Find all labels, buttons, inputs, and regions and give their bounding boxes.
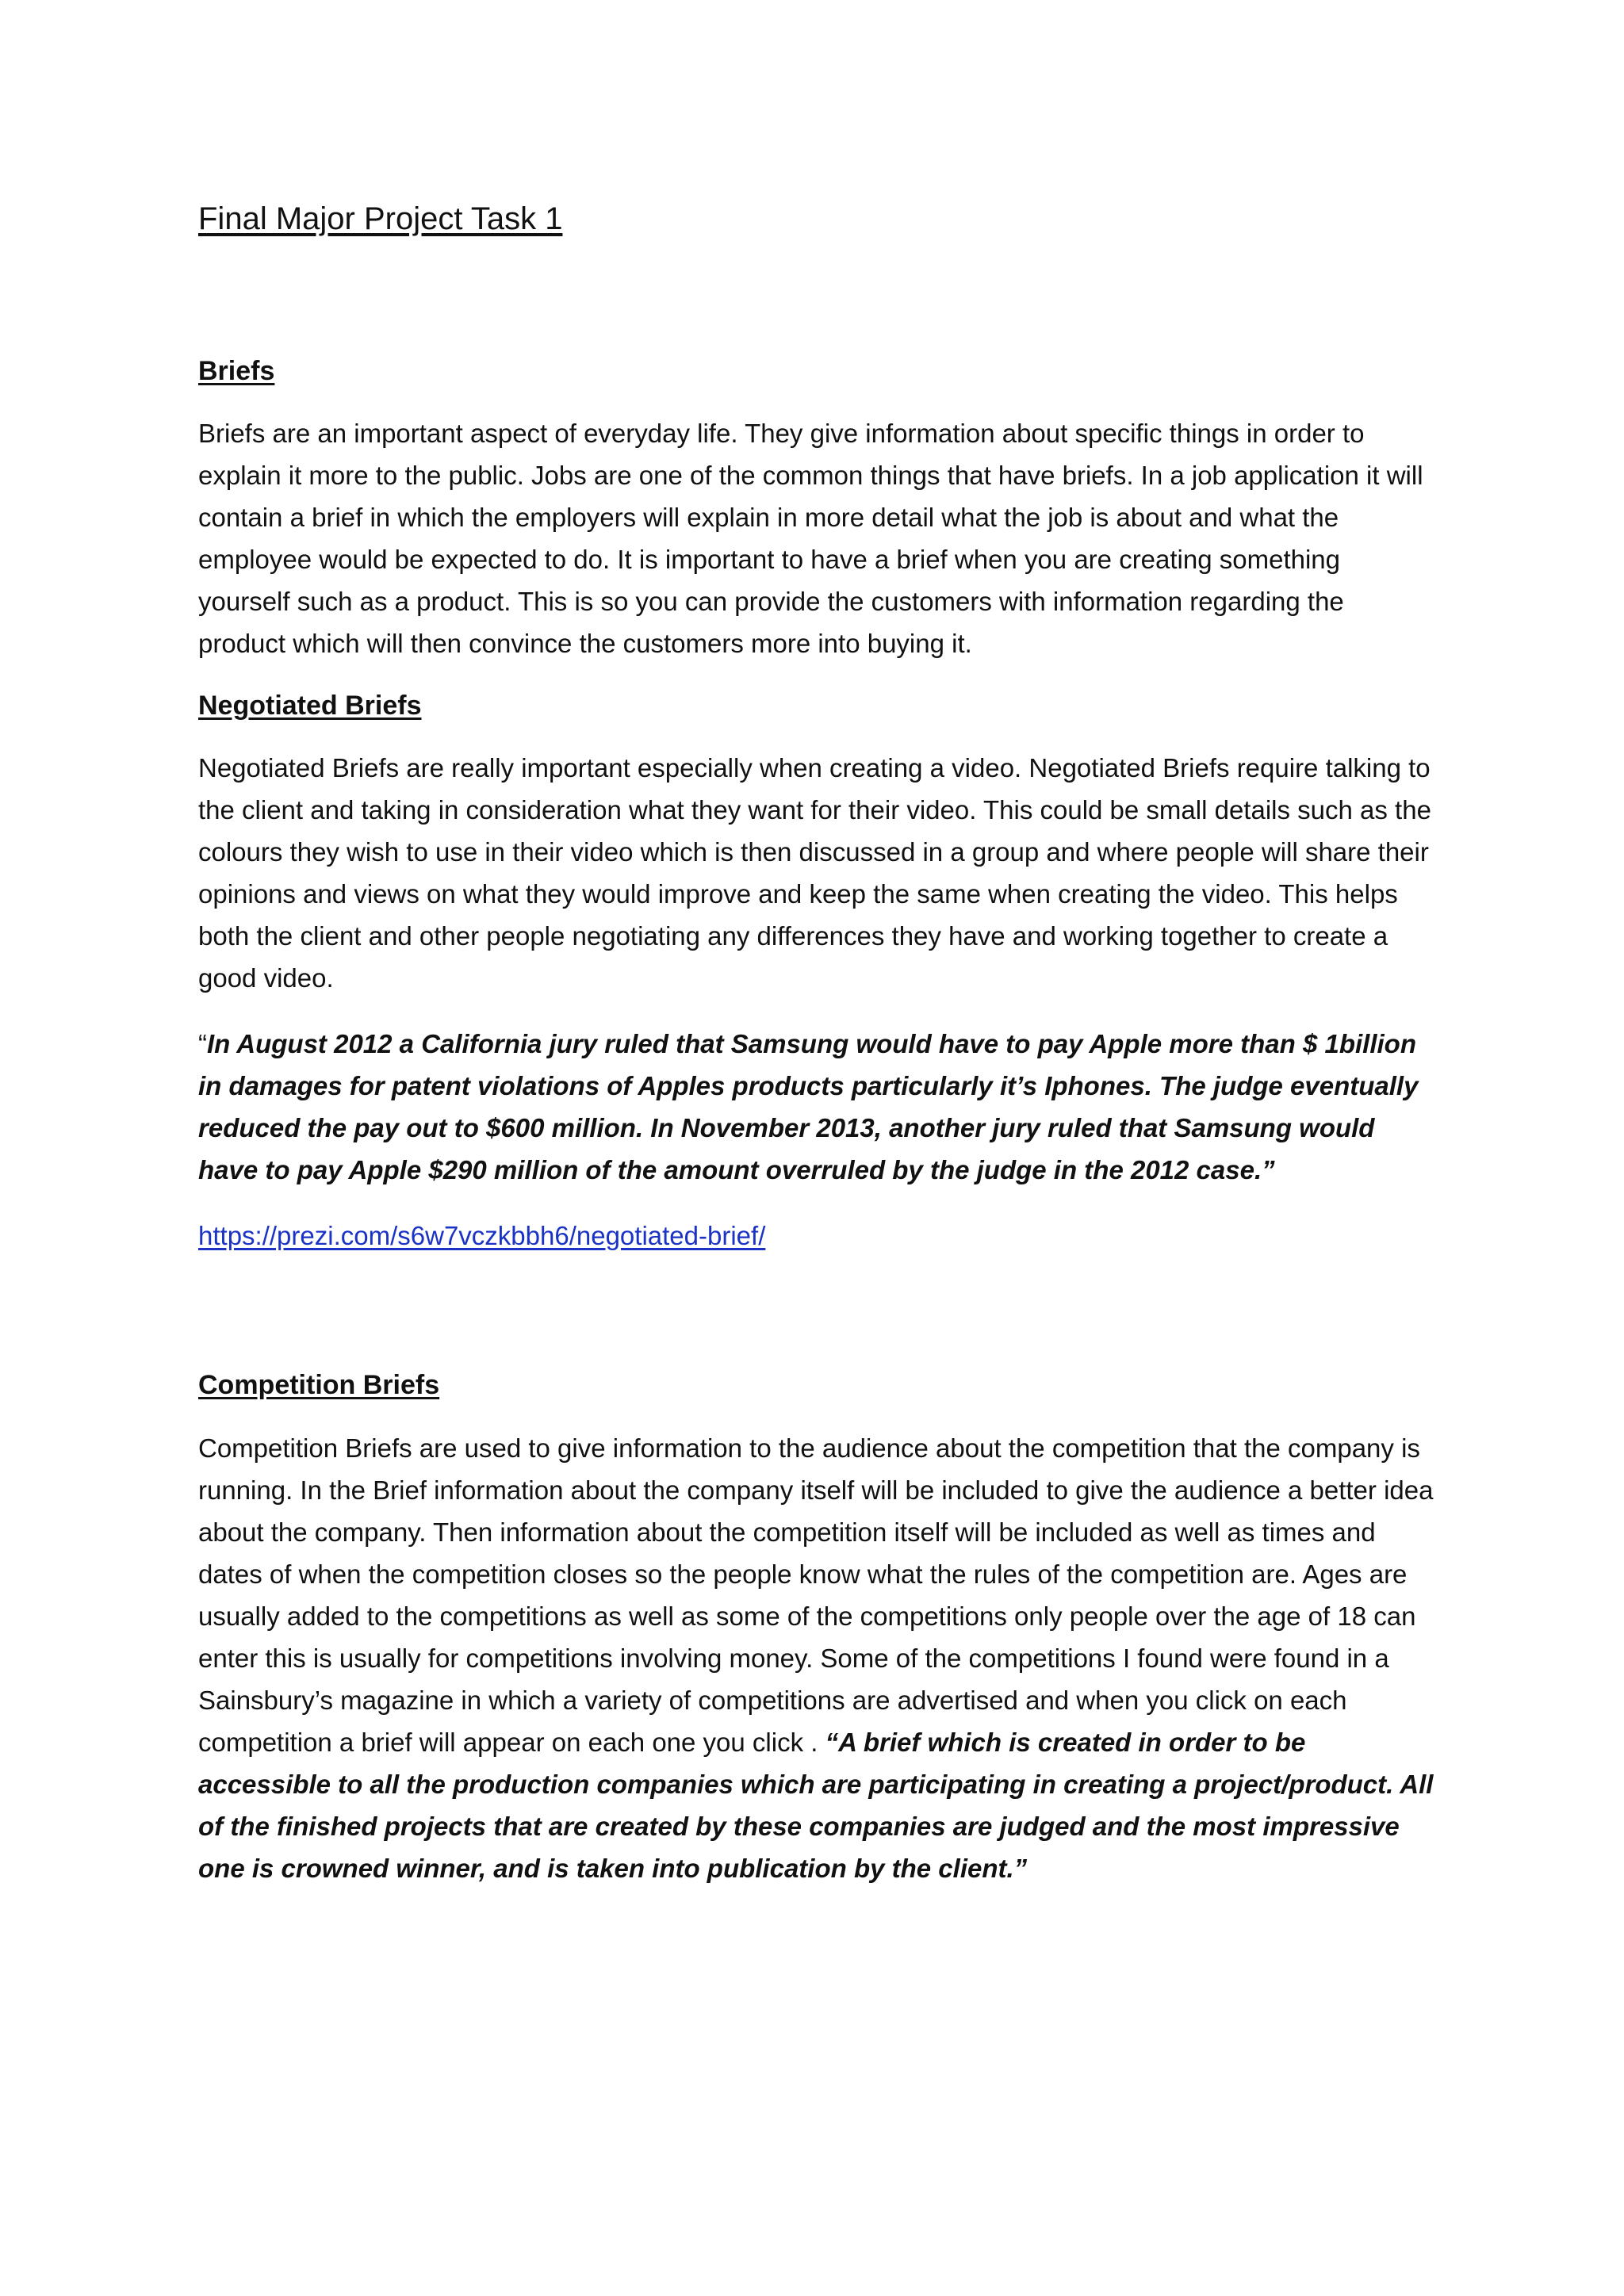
competition-briefs-quote: “A brief which is created in order to be accessible to all the production companies which are participating in creating a project/product. All of the finished projects that are created by these companies are judged and the most impressive one is crowned winner, and is taken into publication by the client.” <box>198 1727 1434 1883</box>
section-heading-negotiated-briefs: Negotiated Briefs <box>198 691 422 721</box>
prezi-reference-link[interactable]: https://prezi.com/s6w7vczkbbh6/negotiated-brief/ <box>198 1221 766 1251</box>
competition-briefs-paragraph <box>198 1427 1435 1889</box>
negotiated-briefs-quote-text: In August 2012 a California jury ruled that Samsung would have to pay Apple more than $ 1billion in damages for patent violations of Apples products particularly it’s Iphones. The judge eventually reduced the pay out to $600 million. In November 2013, another jury ruled that Samsung would have to pay Apple $290 million of the amount overruled by the judge in the 2012 case.” <box>198 1029 1419 1185</box>
competition-briefs-body: Competition Briefs are used to give information to the audience about the competition that the company is running. In the Brief information about the company itself will be included to give the audience a better idea about the company. Then information about the competition itself will be included as well as times and dates of when the competition closes so the people know what the rules of the competition are. Ages are usually added to the competitions as well as some of the competitions only people over the age of 18 can enter this is usually for competitions involving money. Some of the competitions I found were found in a Sainsbury’s magazine in which a variety of competitions are advertised and when you click on each competition a brief will appear on each one you click . <box>198 1433 1434 1757</box>
section-heading-competition-briefs: Competition Briefs <box>198 1370 440 1401</box>
document-page <box>198 198 1435 1913</box>
briefs-paragraph: Briefs are an important aspect of everyday life. They give information about specific things in order to explain it more to the public. Jobs are one of the common things that have briefs. In a job application it will contain a brief in which the employers will explain in more detail what the job is about and what the employee would be expected to do. It is important to have a brief when you are creating something yourself such as a product. This is so you can provide the customers with information regarding the product which will then convince the customers more into buying it. <box>198 419 1423 659</box>
quote-open-mark: “ <box>198 1029 207 1059</box>
section-heading-briefs: Briefs <box>198 356 275 386</box>
negotiated-briefs-quote <box>198 1023 1435 1191</box>
document-title: Final Major Project Task 1 <box>198 201 563 236</box>
negotiated-briefs-paragraph: Negotiated Briefs are really important especially when creating a video. Negotiated Briefs require talking to the client and taking in consideration what they want for their video. This could be small details such as the colours they wish to use in their video which is then discussed in a group and where people will share their opinions and views on what they would improve and keep the same when creating the video. This helps both the client and other people negotiating any differences they have and working together to create a good video. <box>198 753 1431 993</box>
